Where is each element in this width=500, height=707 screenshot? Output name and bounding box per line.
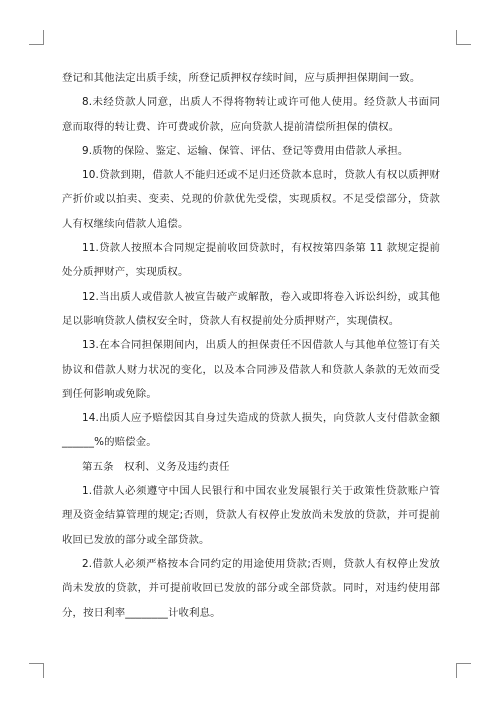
paragraph: 12.当出质人或借款人被宣告破产或解散，卷入或即将卷入诉讼纠纷，或其他足以影响贷款人债权安全时，贷款人有权提前处分质押财产，实现债权。 [62,290,440,327]
paragraph: 9.质物的保险、鉴定、运输、保管、评估、登记等费用由借款人承担。 [82,144,409,157]
paragraph: 1.借款人必须遵守中国人民银行和中国农业发展银行关于政策性贷款账户管理及资金结算管理的规定;否则，贷款人有权停止发放尚未发放的贷款，并可提前收回已发放的部分或全部贷款。 [62,485,440,546]
crop-mark-bottom-left [29,663,44,678]
paragraph: 14.出质人应予赔偿因其自身过失造成的贷款人损失，向贷款人支付借款金额______%的赔偿金。 [62,412,440,449]
paragraph: 13.在本合同担保期间内，出质人的担保责任不因借款人与其他单位签订有关协议和借款人财力状况的变化，以及本合同涉及借款人和贷款人条款的无效而受到任何影响或免除。 [62,339,440,400]
section-heading: 第五条 权利、义务及违约责任 [82,460,230,473]
paragraph: 11.贷款人按照本合同规定提前收回贷款时，有权按第四条第 11 款规定提前处分质押财产，实现质权。 [62,242,440,279]
crop-mark-top-left [29,30,44,45]
crop-mark-top-right [456,30,471,45]
paragraph: 10.贷款到期，借款人不能归还或不足归还贷款本息时，贷款人有权以质押财产折价或以拍卖、变卖、兑现的价款优先受偿，实现质权。不足受偿部分，贷款人有权继续向借款人追偿。 [62,169,440,230]
paragraph: 8.未经贷款人同意，出质人不得将物转让或许可他人使用。经贷款人书面同意而取得的转让费、许可费或价款，应向贷款人提前清偿所担保的债权。 [62,96,440,133]
document-body [62,66,440,625]
crop-mark-bottom-right [456,663,471,678]
paragraph: 2.借款人必须严格按本合同约定的用途使用贷款;否则，贷款人有权停止发放尚未发放的贷款，并可提前收回已发放的部分或全部贷款。同时，对违约使用部分，按日利率________计收利息。 [62,557,440,619]
paragraph: 登记和其他法定出质手续，所登记质押权存续时间，应与质押担保期间一致。 [62,72,421,84]
